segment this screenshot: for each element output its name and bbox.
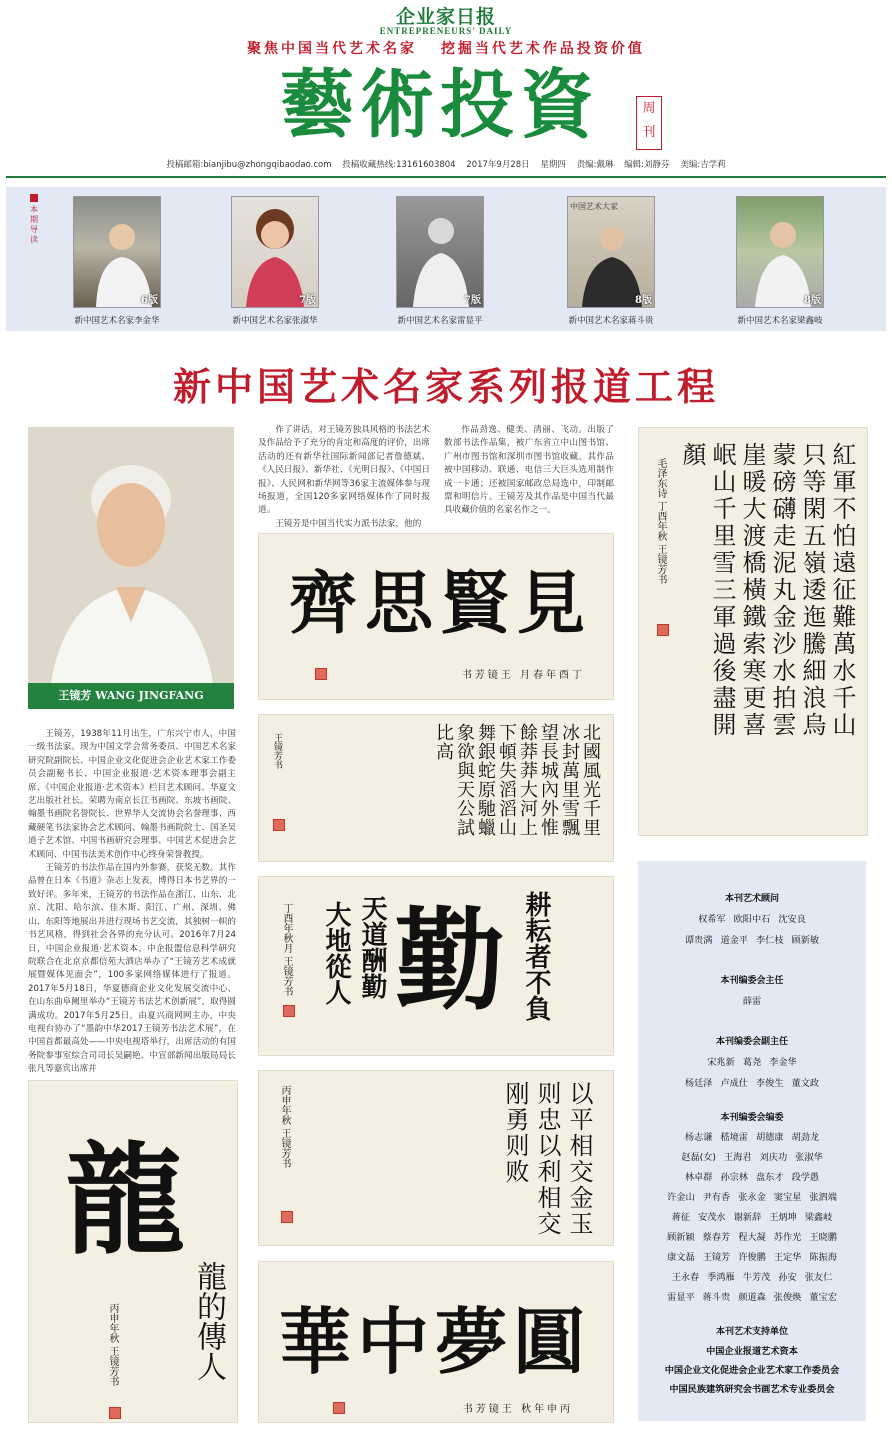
slogan-right: 挖掘当代艺术作品投资价值 [440,41,645,57]
member-name: 雷显平 [667,1292,695,1303]
calligraphy-inscription: 毛泽东诗 丁酉年秋 王镜芳书 [655,458,666,585]
guide-item[interactable] [705,196,855,326]
support-list [638,1342,866,1399]
article-paragraph: 作了讲话，对王镜芳独具风格的书法艺术及作品给予了充分的肯定和高度的评价，出席活动的还有新华社国际新闻部记者詹德斌、《人民日报》、新华社、《光明日报》、《中国日报》、人民网和新华网等36家主流媒体参与现场报道，全国120多家网络媒体作了同时报道。 [258,425,430,516]
calligraphy-inscription: 丙申年秋 王镜芳书 [107,1303,118,1387]
calligraphy-inscription: 丁酉年春月 王镜芳书 [461,670,585,681]
photo-overlay-text: 中国艺术大家 [570,202,618,211]
calligraphy-main: 龍的傳人 [191,1261,226,1381]
member-name: 孙宗林 [720,1172,748,1183]
support-unit: 中国企业文化促进会企业艺术家工作委员会 [664,1365,840,1376]
slogans [0,38,892,58]
advisor-name: 顾新敏 [791,935,820,946]
member-name: 董宝宏 [809,1292,837,1303]
calligraphy-main: 見賢思齊 [288,564,593,644]
page-number: 7版 [464,295,481,306]
masthead-rule [6,176,886,178]
calligraphy-main: 圓夢中華 [278,1299,591,1384]
member-name: 王镜芳 [702,1252,731,1263]
info-email: 投稿邮箱:bianjibu@zhongqibaodao.com [166,160,332,170]
calligraphy-phrase: 大地從人 [321,901,351,1005]
artwork-qin [258,876,614,1056]
member-name: 谢新辞 [733,1212,762,1223]
advisor-name: 权希军 [698,914,726,925]
member-name: 许金山 [667,1192,695,1203]
info-bar [0,158,892,170]
editorial-board [638,861,866,1421]
advisors-title: 本刊艺术顾问 [724,894,779,904]
member-name: 张友仁 [804,1272,833,1283]
member-name: 安茂水 [698,1212,726,1223]
artist-name-caption: 王镜芳 WANG JINGFANG [28,683,234,709]
member-name: 陈振海 [809,1252,837,1263]
info-editor: 编辑:刘静芬 [624,160,670,170]
artwork-yuanmengzhonghua [258,1261,614,1423]
member-name: 季鸿雁 [707,1272,735,1283]
member-name: 孙安 [778,1272,797,1283]
member-name: 蒋征 [671,1212,691,1223]
member-name: 王晓鹏 [809,1232,837,1243]
guide-caption: 新中国艺术名家李金华 [74,316,160,326]
deputy-name: 李金华 [769,1057,797,1068]
members-title: 本刊编委会编委 [720,1113,784,1123]
member-name: 杨志谦 [684,1132,713,1143]
member-name: 蔡春芳 [702,1232,731,1243]
advisor-name: 谭贵满 [684,935,713,946]
member-name: 顾新颖 [667,1232,695,1243]
advisor-name: 欧阳中石 [733,914,771,925]
guide-tag [30,194,42,245]
info-date: 2017年9月28日 [466,160,530,170]
guide-item[interactable] [42,196,192,326]
page-number: 8版 [635,295,652,306]
artwork-qilvchangzheng [638,427,868,836]
guide-caption: 新中国艺术名家蒋斗贵 [568,316,654,326]
advisor-name: 李仁枝 [756,935,784,946]
article-column-3 [444,424,614,518]
advisor-name: 道金平 [720,935,748,946]
calligraphy-main: 紅軍不怕遠征難萬水千山只等閑五嶺逶迤騰細浪烏蒙磅礴走泥丸金沙水拍雲崖暖大渡橋橫鐵索寒更喜岷山千里雪三軍過後盡開顏 [678,442,856,739]
calligraphy-main: 以平相交金玉则忠以利相交刚勇则败 [501,1081,593,1237]
page-number: 7版 [299,295,316,306]
artist-portrait [28,427,234,709]
article-column-2 [258,424,430,531]
guide-marker-icon [30,194,38,202]
deputy-name: 李俊生 [756,1078,784,1089]
member-name: 胡德康 [756,1132,784,1143]
article-bio [28,728,236,1077]
calligraphy-phrase: 天道酬勤 [357,895,387,999]
member-name: 梁鑫岐 [804,1212,833,1223]
deputy-name: 葛尧 [742,1057,762,1068]
guide-caption: 新中国艺术名家梁鑫岐 [737,316,823,326]
deputies-title: 本刊编委会副主任 [715,1037,788,1047]
deputy-name: 卢成仕 [720,1078,748,1089]
page-number: 6版 [141,295,158,306]
deputy-name: 董文政 [791,1078,820,1089]
member-name: 王永春 [671,1272,700,1283]
member-name: 张俊焕 [773,1292,802,1303]
guide-item[interactable] [365,196,515,326]
member-name: 颜道森 [738,1292,766,1303]
member-name: 盘东才 [756,1172,784,1183]
member-name: 窦宝星 [773,1192,802,1203]
seal-stamp-icon [333,1402,345,1414]
director-title: 本刊编委会主任 [720,976,784,986]
paper-name: 企业家日报 [395,6,496,28]
article-paragraph: 作品劲逸、健美、清丽、飞动。出版了数部书法作品集，被广东省立中山图书馆、广州市图书馆和深圳市图书馆收藏。其作品被中国移动、联通、电信三大巨头选用制作成一卡通；还被国家邮政总局选中，印制邮票和明信片。王镜芳及其作品是中国当代最具收藏价值的名家名作之一。 [444,425,614,516]
article-paragraph: 王镜芳，1938年11月出生，广东兴宁市人，中国一级书法家。现为中国文学会常务委员、中国艺术名家研究院副院长、中国企业文化促进会企业艺术家工作委员会副秘书长、中国企业报道·艺术资本理事会副主席、《中国企业报道·艺术资本》栏目艺术顾问、华夏文艺出版社社长。荣聘为南京长江书画院、东坡书画院、翰墨书画院名誉院长、世界华人交流协会名誉理事、西藏硬笔书法家协会艺术顾问、翰墨书画院院士、国圣吴道子艺术馆、中国书画研究会理事、中国艺术促进会艺术顾问、中国书法美术创作中心终身荣誉教授。 [28,729,236,860]
seal-stamp-icon [273,819,285,831]
guide-item[interactable] [200,196,350,326]
advisors-list [638,909,866,951]
artwork-qinyuanchun [258,714,614,862]
artwork-yipingxiangjiao [258,1070,614,1246]
calligraphy-inscription: 丁酉年秋月 王镜芳书 [281,903,292,997]
member-name: 张永金 [738,1192,766,1203]
seal-stamp-icon [109,1407,121,1419]
info-editor-in-charge: 责编:戴琳 [576,160,614,170]
support-title: 本刊艺术支持单位 [715,1327,788,1337]
member-name: 王定华 [773,1252,802,1263]
member-name: 林卓群 [684,1172,713,1183]
info-hotline: 投稿收藏热线:13161603804 [342,160,456,170]
artwork-longdechuanren [28,1080,238,1423]
guide-caption: 新中国艺术名家雷显平 [397,316,483,326]
artist-photo-icon [28,427,234,709]
weekly-badge: 周刊 [636,96,662,150]
seal-stamp-icon [657,624,669,636]
guide-photo [396,196,484,308]
guide-photo [567,196,655,308]
support-unit: 中国民族建筑研究会书画艺术专业委员会 [669,1384,835,1395]
slogan-left: 聚焦中国当代艺术名家 [247,41,418,57]
member-name: 段学愚 [791,1172,820,1183]
member-name: 康文磊 [667,1252,695,1263]
calligraphy-phrase: 耕耘者不負 [521,891,551,1021]
member-name: 王炳坤 [769,1212,797,1223]
guide-tag-label: 本期导读 [30,205,38,244]
guide-photo [231,196,319,308]
guide-item[interactable] [536,196,686,326]
calligraphy-main: 北國風光千里冰封萬里雪飄望長城內外惟餘莽莽大河上下頓失滔滔山舞銀蛇原馳蠟象欲與天公試比高 [433,723,601,837]
member-name: 胡劲龙 [791,1132,820,1143]
seal-stamp-icon [281,1211,293,1223]
member-name: 张泗端 [809,1192,837,1203]
member-name: 赵磊(女) [681,1152,717,1163]
supplement-title: 藝術投資 [280,62,600,148]
member-name: 程大凝 [738,1232,766,1243]
guide-photo [736,196,824,308]
guide-caption: 新中国艺术名家张淑华 [232,316,318,326]
paper-name-en: ENTREPRENEURS' DAILY [379,26,513,36]
members-list [638,1128,866,1308]
member-name: 刘庆功 [759,1152,788,1163]
member-name: 许俊鹏 [738,1252,766,1263]
artwork-jianxiansiqi [258,533,614,700]
guide-photo [73,196,161,308]
member-name: 尹有香 [702,1192,731,1203]
deputy-name: 杨廷泽 [684,1078,713,1089]
member-name: 张淑华 [795,1152,823,1163]
member-name: 牛芳茂 [742,1272,771,1283]
member-name: 嵇境雷 [720,1132,748,1143]
member-name: 蒋斗贵 [702,1292,731,1303]
director-name: 薛雷 [742,996,762,1007]
masthead-top [0,2,892,36]
seal-stamp-icon [315,668,327,680]
calligraphy-inscription: 丙申年秋 王镜芳书 [462,1404,573,1415]
calligraphy-main: 勤 [395,896,505,1025]
deputy-name: 宋兆新 [707,1057,735,1068]
article-paragraph: 王镜芳是中国当代实力派书法家，他的 [275,518,422,529]
advisor-name: 沈安良 [778,914,806,925]
seal-stamp-icon [283,1005,295,1017]
info-weekday: 星期四 [540,160,566,170]
series-title: 新中国艺术名家系列报道工程 [172,364,719,409]
deputies-list [638,1052,866,1094]
member-name: 王海君 [724,1152,752,1163]
calligraphy-main-large: 龍 [65,1130,185,1271]
director-list [638,991,866,1012]
calligraphy-inscription: 丙申年秋 王镜芳书 [279,1085,290,1169]
support-unit: 中国企业报道艺术资本 [706,1346,798,1357]
info-designer: 美编:吉学莉 [680,160,726,170]
page-number: 8版 [804,295,821,306]
article-paragraph: 王镜芳的书法作品在国内外参赛，获奖无数。其作品曾在日本《书道》杂志上发表，博得日本书艺界的一致好评。多年来，王镜芳的书法作品在浙江、山东、北京、沈阳、哈尔滨、佳木斯、阳江、广州、深圳、佛山、东阳等地展出并进行现场书艺交流，其独树一帜的书艺风格，得到社会各界的充分认可。2016年7月24日，中国企业报道·艺术资本、中企报盟信息科学研究院联合在北京京都信苑大酒店举办了“王镜芳艺术成就展暨媒体见面会”，100多家网络媒体进行了报道。2017年5月18日，华夏德商企业文化发展交流中心、在山东曲阜阙里举办“王镜芳书法艺术创新展”，取得圆满成功。2017年5月25日，由夏兴商网网主办，中央电视台协办了“墨韵中华2017王镜芳书法艺术展”，在中国首都最高处——中央电视塔举行，出席活动的有国务院参事室综合司司长吴嗣艳、中宣部新闻出版局局长张凡等嘉宾出席并 [28,863,236,1075]
calligraphy-inscription: 王镜芳书 [272,733,282,769]
member-name: 苏作光 [773,1232,802,1243]
